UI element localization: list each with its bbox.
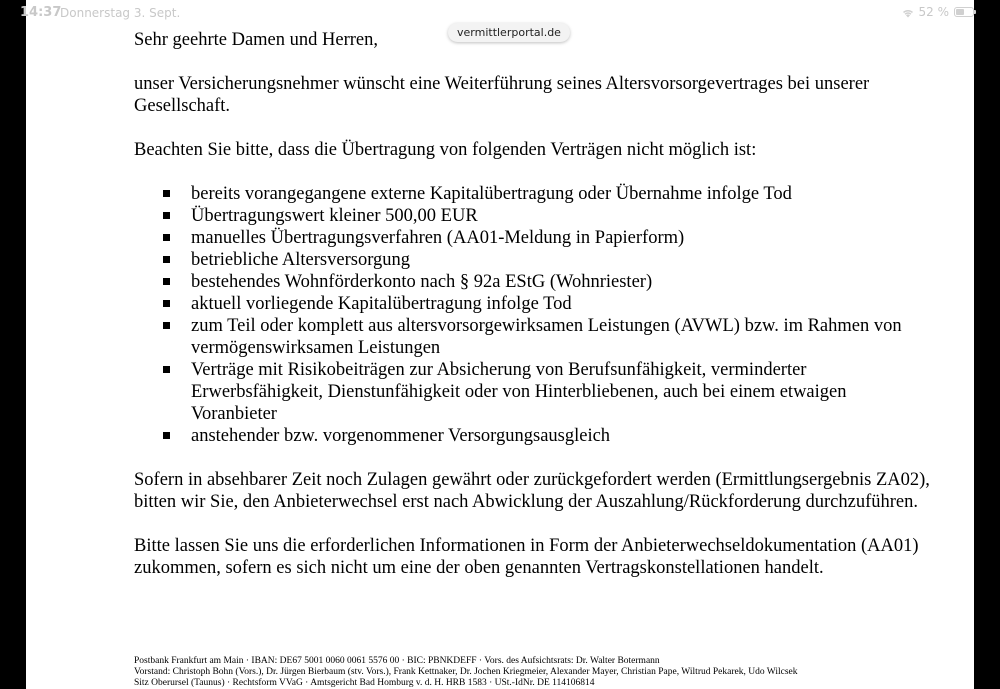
salutation: Sehr geehrte Damen und Herren,	[134, 30, 378, 50]
letter-body	[134, 29, 934, 579]
bullet-icon	[163, 300, 170, 307]
bullet-icon	[163, 322, 170, 329]
bullet-icon	[163, 366, 170, 373]
list-item	[134, 315, 934, 359]
list-item	[134, 227, 934, 249]
bullet-icon	[163, 278, 170, 285]
list-item-text: aktuell vorliegende Kapitalübertragung infolge Tod	[191, 294, 572, 314]
bullet-icon	[163, 256, 170, 263]
bullet-icon	[163, 212, 170, 219]
footer-line: Vorstand: Christoph Bohn (Vors.), Dr. Jürgen Bierbaum (stv. Vors.), Frank Kettnaker, Dr. Jochen Kriegmeier, Alexander Mayer, Christian Pape, Wiltrud Pekarek, Udo Wilcsek	[134, 667, 798, 677]
status-date: Donnerstag 3. Sept.	[60, 6, 181, 20]
list-item	[134, 359, 934, 425]
list-item-text: anstehender bzw. vorgenommener Versorgungsausgleich	[191, 426, 611, 446]
battery-percent: 52 %	[918, 5, 949, 19]
list-item-text: bestehendes Wohnförderkonto nach § 92a EStG (Wohnriester)	[191, 272, 653, 292]
status-indicators	[902, 5, 975, 19]
exclusions-list	[134, 183, 934, 447]
footer-line: Postbank Frankfurt am Main · IBAN: DE67 5001 0060 0061 5576 00 · BIC: PBNKDEFF · Vors. des Aufsichtsrats: Dr. Walter Botermann	[134, 656, 660, 666]
list-item	[134, 293, 934, 315]
company-footer	[134, 656, 954, 689]
list-item-text: Übertragungswert kleiner 500,00 EUR	[191, 206, 478, 226]
list-item-text: betriebliche Altersversorgung	[191, 250, 411, 270]
bullet-icon	[163, 190, 170, 197]
wifi-icon	[902, 7, 914, 17]
list-item-text: manuelles Übertragungsverfahren (AA01-Meldung in Papierform)	[191, 228, 685, 248]
list-item-text: Verträge mit Risikobeiträgen zur Absicherung von Berufsunfähigkeit, verminderter Erwerbsfähigkeit, Dienstunfähigkeit oder von Hinterbliebenen, auch bei einem etwaigen Voranbieter	[191, 360, 847, 424]
bullet-icon	[163, 432, 170, 439]
battery-level	[956, 9, 964, 15]
zulagen-paragraph: Sofern in absehbarer Zeit noch Zulagen gewährt oder zurückgefordert werden (Ermittlungsergebnis ZA02), bitten wir Sie, den Anbieterwechsel erst nach Abwicklung der Auszahlung/Rückforderung durchzuführen.	[134, 470, 930, 512]
list-item	[134, 425, 934, 447]
status-bar	[0, 0, 1000, 24]
status-time: 14:37	[20, 5, 62, 20]
list-item	[134, 183, 934, 205]
closing-paragraph: Bitte lassen Sie uns die erforderlichen Informationen in Form der Anbieterwechseldokumentation (AA01) zukommen, sofern es sich nicht um eine der oben genannten Vertragskonstellationen handelt.	[134, 536, 919, 578]
list-item	[134, 205, 934, 227]
bullet-icon	[163, 234, 170, 241]
list-item	[134, 271, 934, 293]
footer-line: Sitz Oberursel (Taunus) · Rechtsform VVaG · Amtsgericht Bad Homburg v. d. H. HRB 1583 · USt.-IdNr. DE 114106814	[134, 678, 595, 688]
intro-paragraph: unser Versicherungsnehmer wünscht eine Weiterführung seines Altersvorsorgevertrages bei unserer Gesellschaft.	[134, 74, 870, 116]
list-item	[134, 249, 934, 271]
exclusions-lead: Beachten Sie bitte, dass die Übertragung von folgenden Verträgen nicht möglich ist:	[134, 140, 757, 160]
battery-icon	[954, 7, 974, 17]
url-bar[interactable]: vermittlerportal.de	[448, 23, 570, 42]
list-item-text: zum Teil oder komplett aus altersvorsorgewirksamen Leistungen (AVWL) bzw. im Rahmen von vermögenswirksamen Leistungen	[191, 316, 902, 358]
battery-tip	[974, 10, 976, 14]
list-item-text: bereits vorangegangene externe Kapitalübertragung oder Übernahme infolge Tod	[191, 184, 792, 204]
